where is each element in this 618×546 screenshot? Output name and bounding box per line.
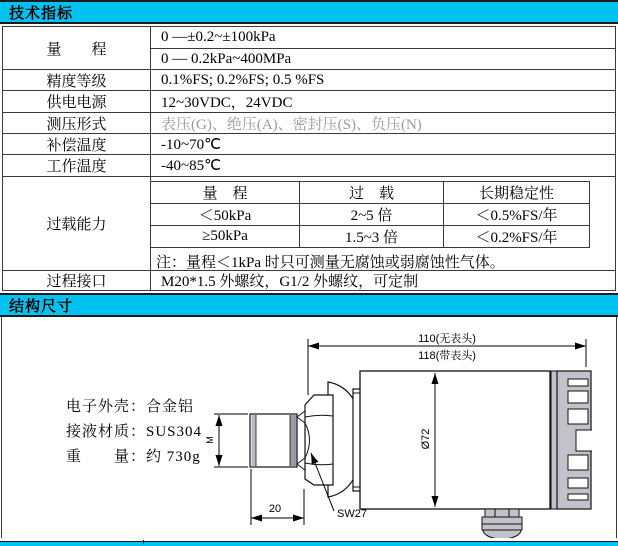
overload-th-range: 量 程 <box>151 182 300 204</box>
material-housing: 电子外壳：合金铝 <box>66 399 195 415</box>
structure-drawing-area <box>1 317 617 538</box>
pressure-type-value: 表压(G)、绝压(A)、密封压(S)、负压(N) <box>161 116 422 133</box>
overload-r2-stability: ＜0.2%FS/年 <box>444 226 590 248</box>
table-row-pressure-type <box>3 113 615 134</box>
ribbed-end-cap <box>557 371 592 509</box>
dim-diameter: Ø72 <box>420 428 432 450</box>
overload-note: 注：量程＜1kPa 时只可测量无腐蚀或弱腐蚀性气体。 <box>156 255 505 271</box>
threaded-stud <box>250 414 297 467</box>
overload-r2-range: ≥50kPa <box>151 226 300 248</box>
range-label: 量 程 <box>3 27 151 69</box>
process-port-value: M20*1.5 外螺纹，G1/2 外螺纹，可定制 <box>161 274 419 290</box>
next-section-top-edge <box>0 541 618 546</box>
power-label: 供电电源 <box>3 91 151 112</box>
overload-th-stability: 长期稳定性 <box>444 182 590 204</box>
dim-wrench-size: SW27 <box>337 508 367 520</box>
dim-length-with-display: 118(带表头) <box>418 350 476 362</box>
table-row-overload <box>3 177 615 271</box>
table-row-work-temp <box>3 155 615 177</box>
comp-temp-value: -10~70℃ <box>161 136 221 153</box>
specs-section-header <box>0 0 618 24</box>
thread-dimension <box>214 414 248 467</box>
overload-row-2 <box>151 226 590 248</box>
specs-table <box>2 26 616 291</box>
gasket-strip <box>551 371 557 509</box>
material-wetted: 接液材质：SUS304 <box>66 424 203 440</box>
comp-temp-label: 补偿温度 <box>3 134 151 154</box>
table-row-range <box>3 27 615 70</box>
overload-r1-overload: 2~5 倍 <box>300 204 444 226</box>
cable-gland <box>482 509 522 538</box>
power-value: 12~30VDC，24VDC <box>161 95 293 111</box>
overload-r1-range: ＜50kPa <box>151 204 300 226</box>
next-section-column-tick <box>143 540 144 544</box>
range-values <box>151 27 615 69</box>
range-value-2: 0 — 0.2kPa~400MPa <box>151 48 615 69</box>
specs-section-title: 技术指标 <box>9 4 74 22</box>
overload-label: 过载能力 <box>3 177 151 270</box>
overload-r1-stability: ＜0.5%FS/年 <box>444 204 590 226</box>
table-row-accuracy <box>3 70 615 91</box>
material-weight: 重 量：约 730g <box>66 449 201 465</box>
dim-length-no-display: 110(无表头) <box>418 333 476 345</box>
range-value-1: 0 —±0.2~±100kPa <box>161 29 276 45</box>
overload-r2-overload: 1.5~3 倍 <box>300 226 444 248</box>
overload-table <box>150 181 590 248</box>
transmitter-dimension-drawing <box>2 317 617 538</box>
table-row-power <box>3 91 615 113</box>
process-port-label: 过程接口 <box>3 271 151 290</box>
structure-section-title: 结构尺寸 <box>9 297 74 315</box>
dim-thread-length: 20 <box>268 503 282 515</box>
overload-th-overload: 过 载 <box>300 182 444 204</box>
overload-header-row <box>151 182 590 204</box>
overload-content <box>151 177 615 270</box>
pressure-type-label: 测压形式 <box>3 113 151 133</box>
dim-thread-size: M <box>205 436 215 444</box>
work-temp-value: -40~85℃ <box>161 158 221 174</box>
thread-length-dimension <box>251 469 304 525</box>
transmitter-body <box>360 371 550 509</box>
structure-section-header <box>0 293 618 317</box>
accuracy-label: 精度等级 <box>3 70 151 90</box>
table-row-process-port <box>3 271 615 290</box>
accuracy-value: 0.1%FS; 0.2%FS; 0.5 %FS <box>161 71 325 88</box>
work-temp-label: 工作温度 <box>3 155 151 176</box>
overload-row-1 <box>151 204 590 226</box>
table-row-comp-temp <box>3 134 615 155</box>
